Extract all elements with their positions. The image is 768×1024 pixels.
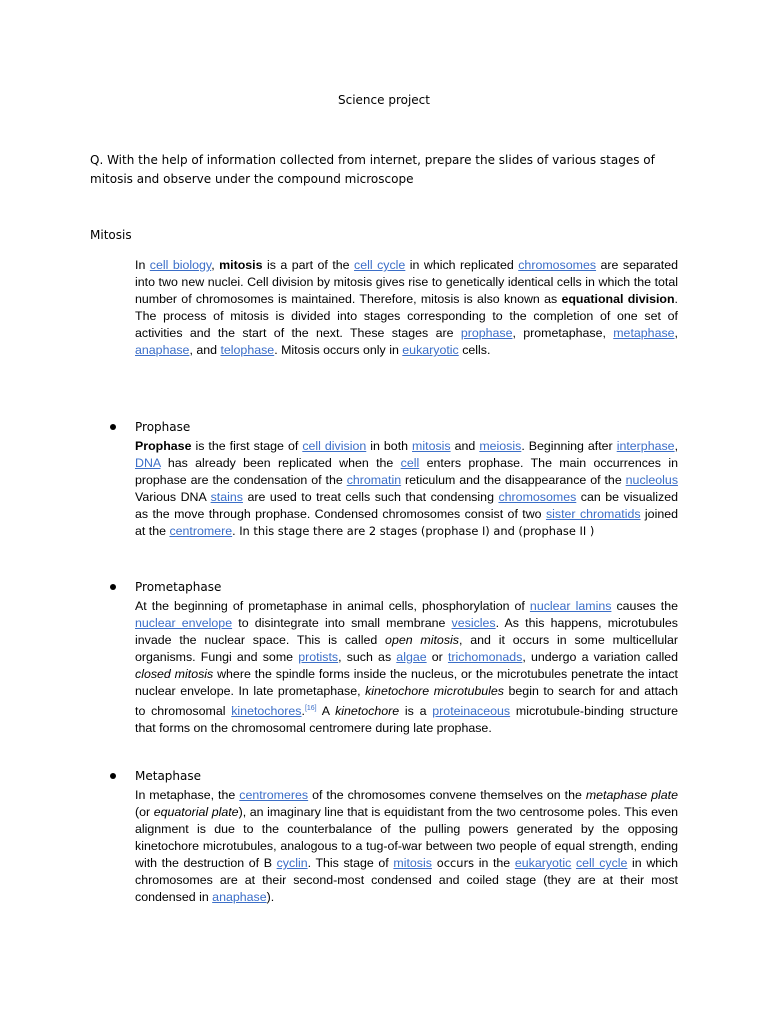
link-metaphase[interactable]: metaphase [613, 326, 675, 340]
text: is a [399, 704, 433, 719]
text: in which replicated [405, 258, 519, 272]
link-nuclear-envelope[interactable]: nuclear envelope [135, 616, 233, 630]
text: can be visualized as the move through prophase. Condensed chromosomes consist of two [135, 490, 678, 521]
text: enters prophase. The main occurrences in prophase are the condensation of the [135, 456, 678, 487]
text: A [316, 704, 336, 719]
text: cells. [458, 343, 491, 357]
text: , undergo a variation called [522, 650, 678, 664]
text: is the first stage of [191, 439, 303, 453]
text: . As this happens, microtubules invade the nuclear space. This is called [135, 616, 678, 647]
text: . Beginning after [521, 439, 617, 453]
link-cell-division[interactable]: cell division [302, 439, 367, 453]
metaphase-heading: Metaphase [135, 769, 202, 783]
bold-term: equational division [561, 292, 675, 306]
intro-paragraph [135, 257, 678, 359]
text: are used to treat cells such that condensing [242, 490, 499, 504]
prophase-paragraph [135, 438, 678, 540]
link-cyclin[interactable]: cyclin [276, 856, 308, 870]
link-interphase[interactable]: interphase [616, 439, 675, 453]
text: reticulum and the disappearance of the [401, 473, 626, 487]
link-cell-cycle[interactable]: cell cycle [575, 856, 628, 870]
link-stains[interactable]: stains [210, 490, 243, 504]
link-proteinaceous[interactable]: proteinaceous [432, 704, 511, 719]
text: causes the [611, 599, 679, 613]
text: or [426, 650, 448, 664]
italic-term: open mitosis [385, 633, 459, 647]
text: in the [474, 856, 515, 870]
text: is a part of the [262, 258, 355, 272]
link-telophase[interactable]: telophase [220, 343, 275, 357]
link-dna[interactable]: DNA [135, 456, 161, 470]
text: has already been replicated when the [160, 456, 401, 470]
italic-term: kinetochore [335, 704, 400, 719]
link-centromere[interactable]: centromere [169, 524, 233, 538]
question-text: Q. With the help of information collected from internet, prepare the slides of various stages of mitosis and observe under the compound microscope [90, 153, 655, 186]
link-eukaryotic[interactable]: eukaryotic [514, 856, 572, 870]
text: microtubule-binding structure that forms on the chromosomal centromere during late prophase. [135, 704, 678, 736]
text: In [135, 258, 150, 272]
text: Various DNA [135, 490, 211, 504]
text: , [211, 258, 220, 272]
link-centromeres[interactable]: centromeres [239, 788, 309, 802]
text: . Mitosis occurs only in [274, 343, 403, 357]
text: ), an imaginary line that is equidistant from the two centrosome poles. This even alignment is due to the counterbalance of the pulling powers generated by the opposing kinetochore microtubules, analogous to a tug-of-war between two people of equal strength, ending with the destruction of B [135, 805, 678, 870]
text: joined at the [135, 507, 678, 538]
link-eukaryotic[interactable]: eukaryotic [402, 343, 459, 357]
link-cell-biology[interactable]: cell biology [149, 258, 212, 272]
text: . [301, 704, 305, 719]
link-chromosomes[interactable]: chromosomes [498, 490, 577, 504]
text: , and it occurs in some multicellular organisms. Fungi and some [135, 633, 678, 664]
link-chromatin[interactable]: chromatin [346, 473, 402, 487]
prometaphase-paragraph [135, 598, 678, 737]
text: to disintegrate into small membrane [232, 616, 452, 630]
text: (or [135, 805, 154, 819]
link-vesicles[interactable]: vesicles [451, 616, 496, 630]
link-anaphase[interactable]: anaphase [212, 890, 267, 904]
italic-term: closed mitosis [135, 667, 214, 681]
link-prophase[interactable]: prophase [460, 326, 513, 340]
link-nucleolus[interactable]: nucleolus [625, 473, 679, 487]
text: , such as [338, 650, 397, 664]
text: begin to search for and attach to chromosomal [135, 684, 678, 719]
link-sister-chromatids[interactable]: sister chromatids [545, 507, 641, 521]
metaphase-paragraph [135, 787, 678, 906]
link-trichomonads[interactable]: trichomonads [447, 650, 523, 664]
link-cell-cycle[interactable]: cell cycle [354, 258, 406, 272]
bullet-icon [110, 424, 116, 430]
text: , [674, 326, 678, 340]
citation-ref[interactable]: [16] [304, 705, 317, 712]
link-nuclear-lamins[interactable]: nuclear lamins [529, 599, 612, 613]
text: and [450, 439, 480, 453]
text: In metaphase, the [135, 788, 240, 802]
section-heading: Mitosis [90, 228, 132, 242]
text: In this stage there are 2 stages (prophase I) and (prophase II ) [235, 524, 595, 538]
link-mitosis[interactable]: mitosis [412, 439, 451, 453]
link-anaphase[interactable]: anaphase [135, 343, 190, 357]
link-algae[interactable]: algae [396, 650, 427, 664]
text: of the chromosomes convene themselves on the [308, 788, 586, 802]
text: , and [189, 343, 221, 357]
bullet-icon [110, 584, 116, 590]
bold-term: mitosis [219, 258, 263, 272]
link-meiosis[interactable]: meiosis [479, 439, 522, 453]
prophase-heading: Prophase [135, 420, 191, 434]
text: , prometaphase, [512, 326, 614, 340]
page-title: Science project [338, 93, 430, 107]
prometaphase-heading: Prometaphase [135, 580, 222, 594]
italic-term: kinetochore microtubules [365, 684, 504, 698]
text: . The process of mitosis is divided into stages corresponding to the completion of one set of activities and the start of the next. These stages are [135, 292, 678, 340]
text: occurs [431, 856, 475, 870]
link-cell[interactable]: cell [400, 456, 420, 470]
bullet-icon [110, 773, 116, 779]
text: At the beginning of prometaphase in animal cells, phosphorylation of [135, 599, 530, 613]
link-protists[interactable]: protists [298, 650, 339, 664]
bold-term: Prophase [135, 439, 192, 453]
text: are separated into two new nuclei. Cell division by mitosis gives rise to genetically identical cells in which the total number of chromosomes is maintained. Therefore, mitosis is also known as [135, 258, 678, 306]
text: in which chromosomes are at their second-most condensed and coiled stage (they are at their most condensed in [135, 856, 678, 904]
text: where the spindle forms inside the nucleus, or the microtubules penetrate the intact nuclear envelope. In late prometaphase, [135, 667, 679, 698]
text: in both [366, 439, 413, 453]
link-mitosis[interactable]: mitosis [393, 856, 432, 870]
link-kinetochores[interactable]: kinetochores [231, 704, 302, 719]
italic-term: equatorial plate [153, 805, 239, 819]
text: . [232, 524, 236, 538]
italic-term: metaphase plate [585, 788, 678, 802]
text: ). [266, 890, 275, 904]
link-chromosomes[interactable]: chromosomes [518, 258, 597, 272]
text: , [674, 439, 679, 453]
text: . This stage of [307, 856, 394, 870]
